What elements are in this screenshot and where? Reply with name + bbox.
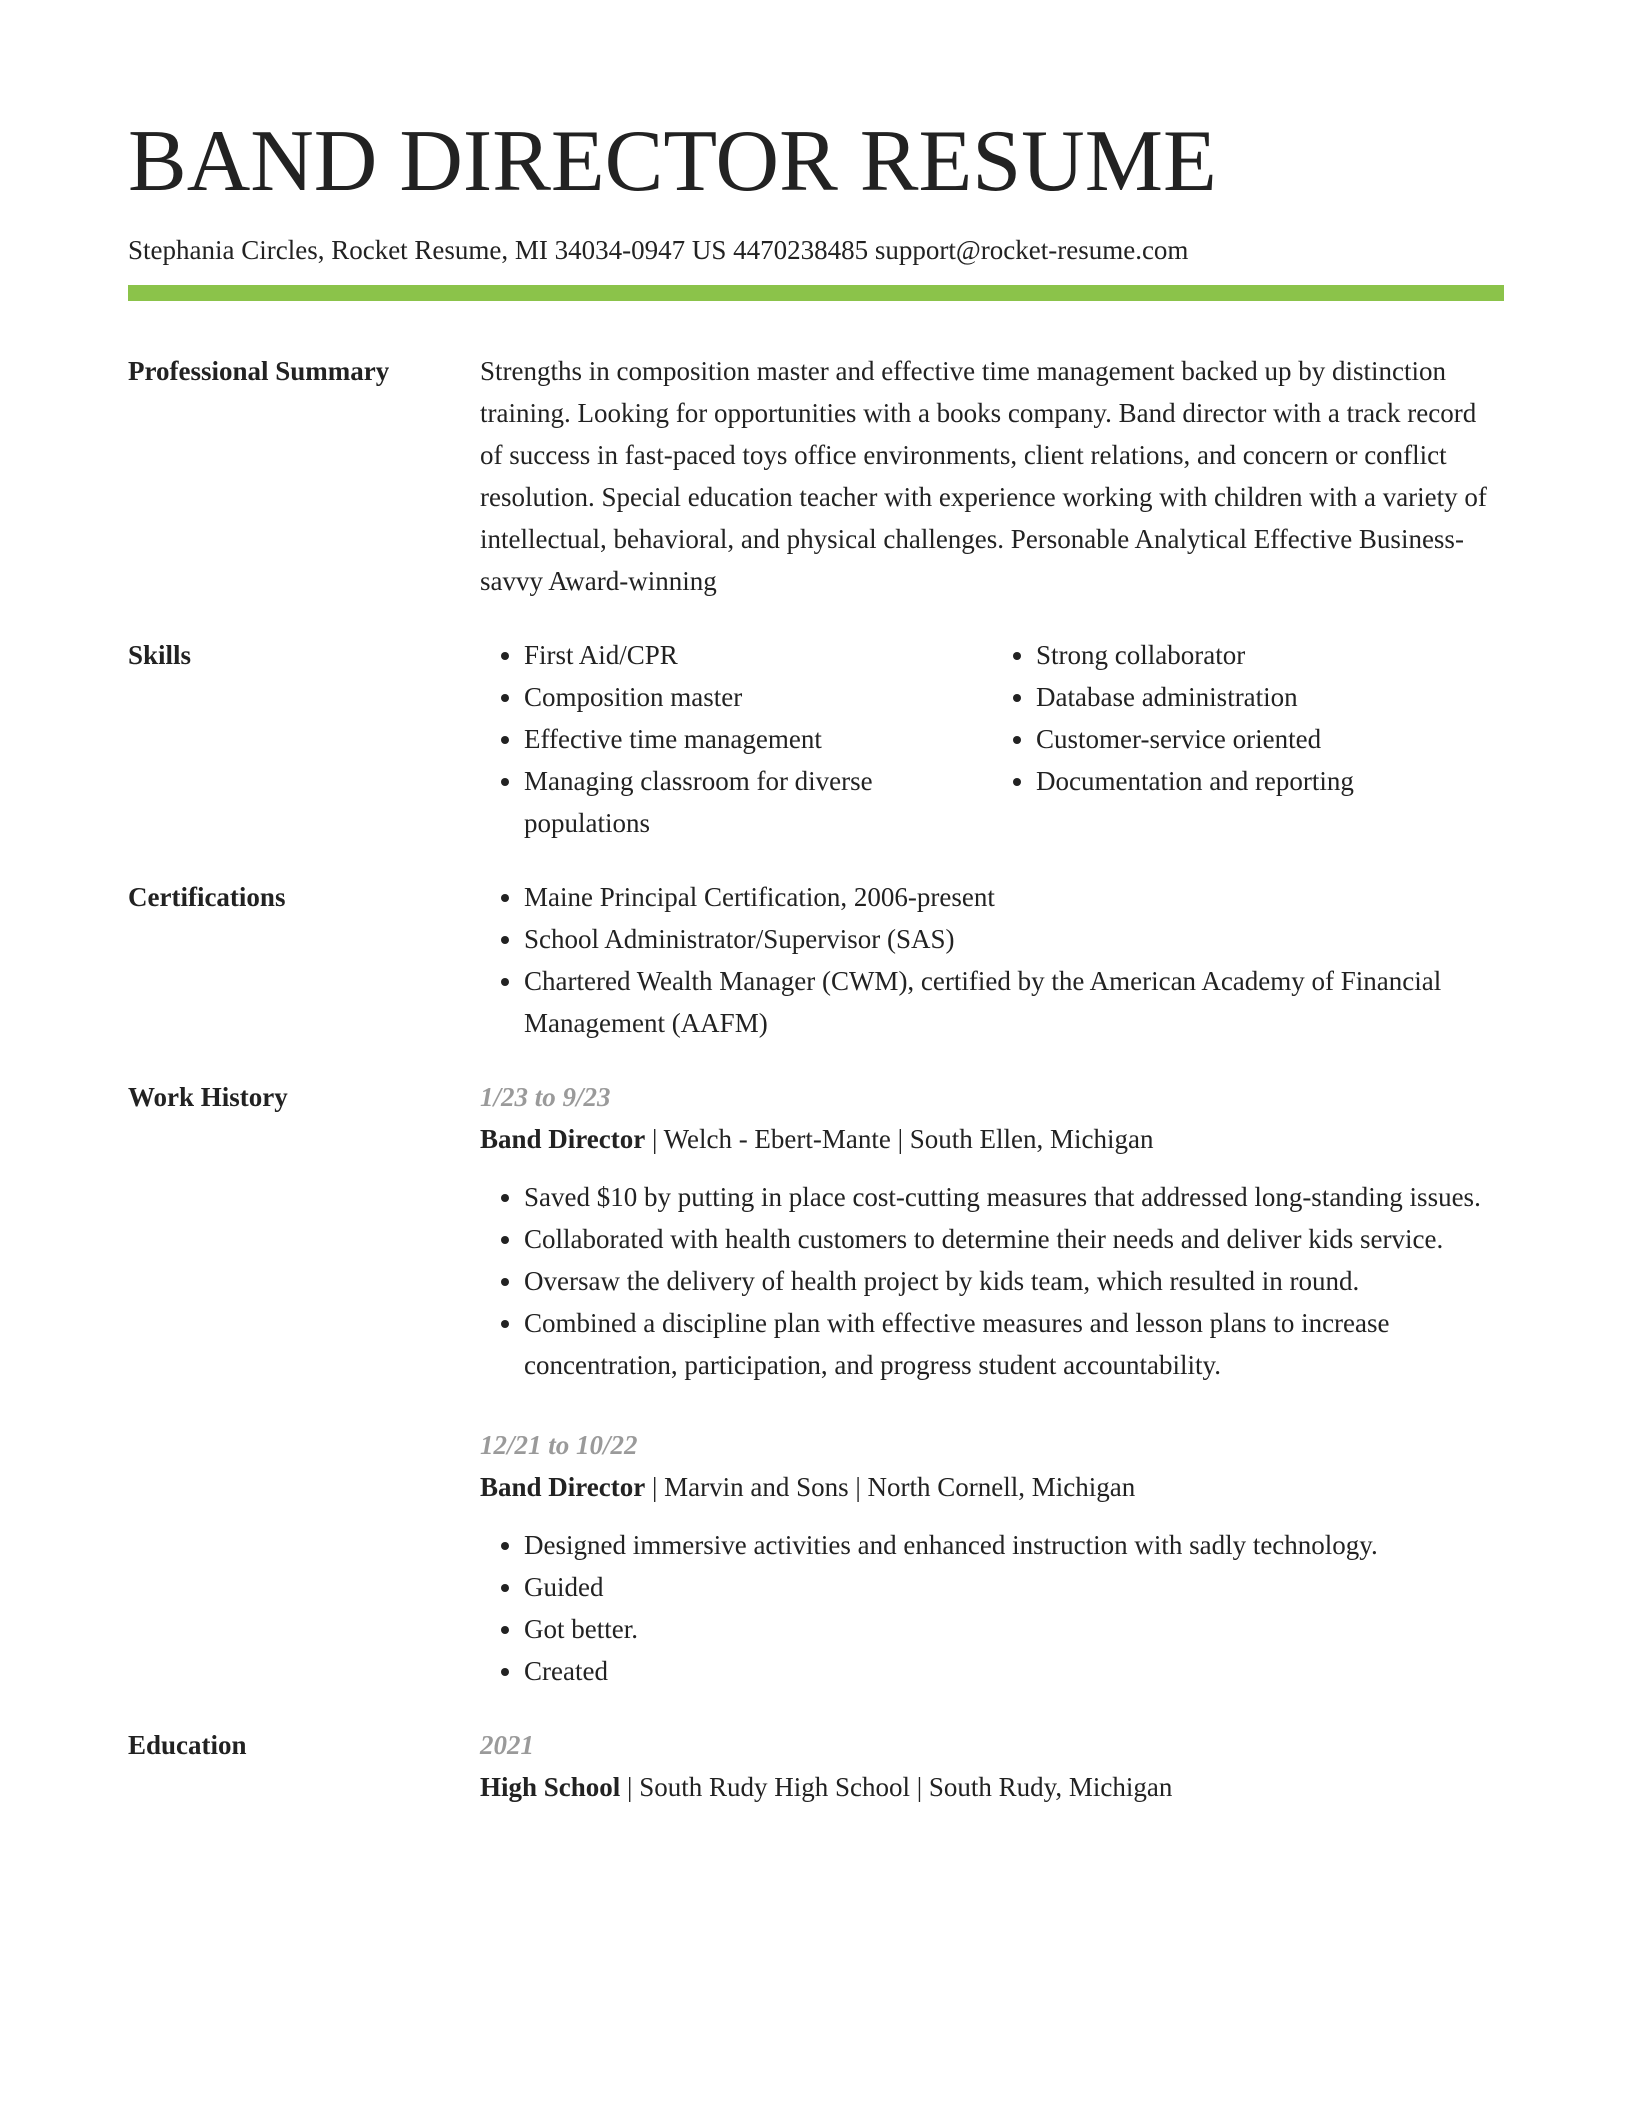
section-label-work-history: Work History [128,1082,288,1112]
skill-item: • Strong collaborator [1036,634,1504,676]
section-label-summary: Professional Summary [128,356,390,386]
section-work-history [128,1076,1504,1692]
certifications-list [480,876,1504,1044]
job-dates: 12/21 to 10/22 [480,1430,638,1460]
skills-list-right [992,634,1504,844]
section-label-certifications: Certifications [128,882,286,912]
job-title: Band Director [480,1472,646,1502]
skill-item: • Database administration [1036,676,1504,718]
section-label-education: Education [128,1730,247,1760]
skill-item: • Composition master [524,676,992,718]
job-bullets [480,1176,1504,1386]
job-dates: 1/23 to 9/23 [480,1082,611,1112]
skill-item: • Effective time management [524,718,992,760]
section-certifications [128,876,1504,1044]
skill-item: • Customer-service oriented [1036,718,1504,760]
job-bullets [480,1524,1504,1692]
job-bullet: • Combined a discipline plan with effective measures and lesson plans to increase concentration, participation, and progress student accountability. [524,1302,1504,1386]
job-entry [480,1076,1504,1386]
skill-item: • First Aid/CPR [524,634,992,676]
education-heading [480,1766,1504,1808]
certification-item: • Maine Principal Certification, 2006-present [524,876,1504,918]
work-history-body [480,1076,1504,1692]
education-degree: High School [480,1772,621,1802]
skills-columns [480,634,1504,844]
header-divider [128,285,1504,301]
job-title: Band Director [480,1124,646,1154]
job-bullet: • Collaborated with health customers to determine their needs and deliver kids service. [524,1218,1504,1260]
job-bullet: • Oversaw the delivery of health project by kids team, which resulted in round. [524,1260,1504,1302]
job-heading [480,1118,1504,1160]
section-skills [128,634,1504,844]
resume-header [128,113,1504,266]
certification-item: • Chartered Wealth Manager (CWM), certified by the American Academy of Financial Management (AAFM) [524,960,1504,1044]
job-details: | Welch - Ebert-Mante | South Ellen, Michigan [645,1124,1154,1154]
skill-item: • Managing classroom for diverse populations [524,760,992,844]
certifications-body [480,876,1504,1044]
skill-item: • Documentation and reporting [1036,760,1504,802]
education-details: | South Rudy High School | South Rudy, Michigan [620,1772,1173,1802]
job-details: | Marvin and Sons | North Cornell, Michigan [645,1472,1136,1502]
contact-line: Stephania Circles, Rocket Resume, MI 34034-0947 US 4470238485 support@rocket-resume.com [128,235,1189,265]
job-heading [480,1466,1504,1508]
job-bullet: • Saved $10 by putting in place cost-cutting measures that addressed long-standing issues. [524,1176,1504,1218]
section-summary [128,350,1504,602]
education-body [480,1724,1504,1808]
job-bullet: • Created [524,1650,1504,1692]
resume-title: BAND DIRECTOR RESUME [128,113,1217,210]
job-bullet: • Designed immersive activities and enhanced instruction with sadly technology. [524,1524,1504,1566]
summary-text: Strengths in composition master and effective time management backed up by distinction training. Looking for opportunities with a books company. Band director with a track record of success in fast-paced toys office environments, client relations, and concern or conflict resolution. Special education teacher with experience working with children with a variety of intellectual, behavioral, and physical challenges. Personable Analytical Effective Business-savvy Award-winning [480,356,1487,596]
section-education [128,1724,1504,1808]
job-entry [480,1424,1504,1692]
certification-item: • School Administrator/Supervisor (SAS) [524,918,1504,960]
skills-list-left [480,634,992,844]
job-bullet: • Guided [524,1566,1504,1608]
resume-sections [128,350,1504,1840]
section-label-skills: Skills [128,640,192,670]
job-bullet: • Got better. [524,1608,1504,1650]
education-year: 2021 [480,1730,534,1760]
